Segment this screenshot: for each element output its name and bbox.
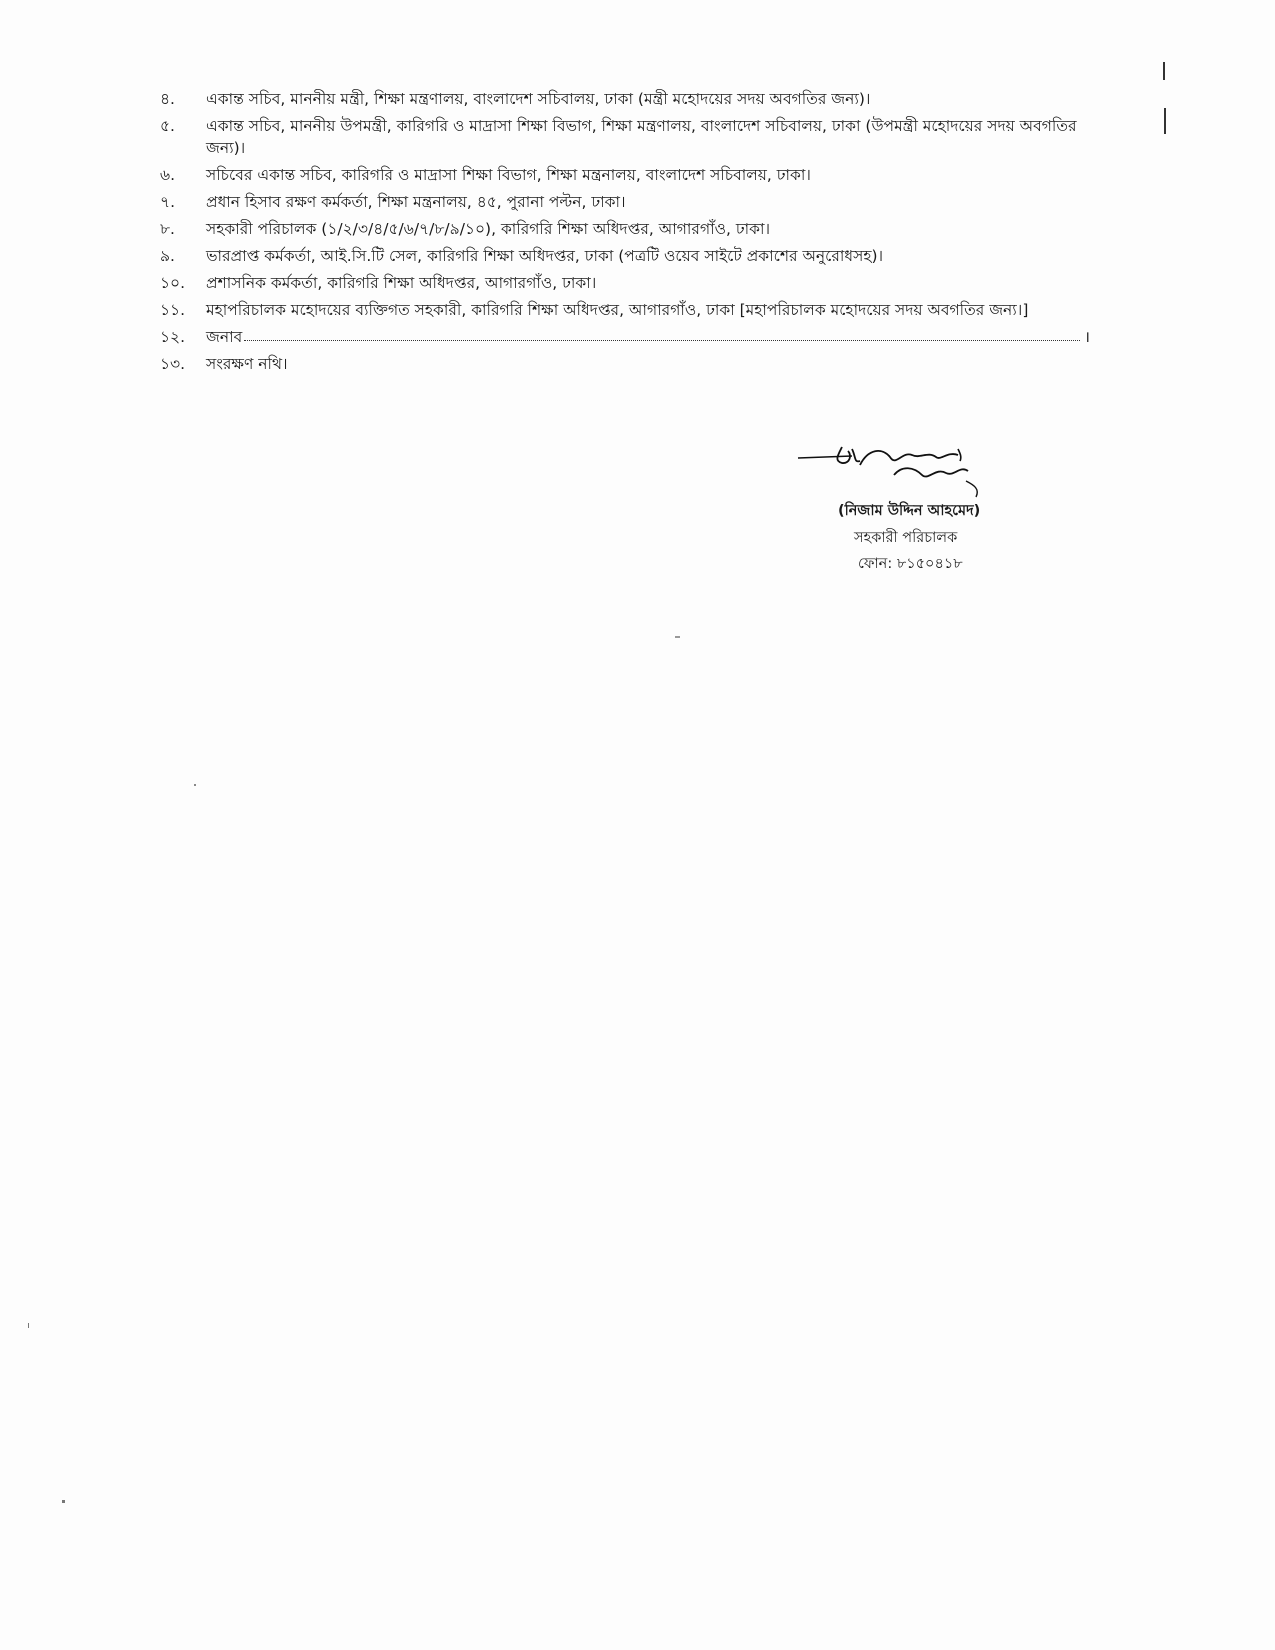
item-end-mark: । bbox=[1084, 328, 1090, 346]
item-number: ৭. bbox=[160, 193, 176, 211]
distribution-list bbox=[160, 88, 1090, 380]
item-text: একান্ত সচিব, মাননীয় উপমন্ত্রী, কারিগরি ও মাদ্রাসা শিক্ষা বিভাগ, শিক্ষা মন্ত্রণালয়, বাংলাদেশ সচিবালয়, ঢাকা (উপমন্ত্রী মহোদয়ের সদয় অবগতির জন্য)। bbox=[206, 117, 1077, 157]
item-text: একান্ত সচিব, মাননীয় মন্ত্রী, শিক্ষা মন্ত্রণালয়, বাংলাদেশ সচিবালয়, ঢাকা (মন্ত্রী মহোদয়ের সদয় অবগতির জন্য)। bbox=[206, 90, 871, 108]
scan-artifact bbox=[62, 1500, 65, 1503]
list-item bbox=[160, 191, 1090, 213]
item-number: ১২. bbox=[160, 328, 186, 346]
list-item-blank bbox=[160, 326, 1090, 348]
signatory-phone: ফোন: ৮১৫০৪১৮ bbox=[858, 556, 963, 572]
signature-block bbox=[790, 445, 1030, 575]
item-text: সহকারী পরিচালক (১/২/৩/৪/৫/৬/৭/৮/৯/১০), কারিগরি শিক্ষা অধিদপ্তর, আগারগাঁও, ঢাকা। bbox=[206, 220, 771, 238]
item-text: প্রধান হিসাব রক্ষণ কর্মকর্তা, শিক্ষা মন্ত্রনালয়, ৪৫, পুরানা পল্টন, ঢাকা। bbox=[206, 193, 626, 211]
list-item bbox=[160, 272, 1090, 294]
item-number: ১০. bbox=[160, 274, 186, 292]
item-number: ১৩. bbox=[160, 355, 186, 373]
list-item bbox=[160, 164, 1090, 186]
list-item bbox=[160, 299, 1090, 321]
item-number: ৪. bbox=[160, 90, 175, 108]
scan-artifact bbox=[675, 636, 680, 638]
list-item bbox=[160, 88, 1090, 110]
item-text: সচিবের একান্ত সচিব, কারিগরি ও মাদ্রাসা শিক্ষা বিভাগ, শিক্ষা মন্ত্রনালয়, বাংলাদেশ সচিবালয়, ঢাকা। bbox=[206, 166, 811, 184]
item-number: ৬. bbox=[160, 166, 176, 184]
scan-artifact bbox=[28, 1323, 29, 1328]
item-text: প্রশাসনিক কর্মকর্তা, কারিগরি শিক্ষা অধিদপ্তর, আগারগাঁও, ঢাকা। bbox=[206, 274, 597, 292]
signatory-title: সহকারী পরিচালক bbox=[854, 530, 958, 546]
signatory-name: (নিজাম উদ্দিন আহমেদ) bbox=[838, 503, 981, 519]
item-text: জনাব bbox=[206, 328, 243, 346]
list-item bbox=[160, 353, 1090, 375]
item-number: ১১. bbox=[160, 301, 186, 319]
list-item bbox=[160, 115, 1090, 159]
scan-artifact bbox=[1163, 62, 1165, 80]
item-number: ৮. bbox=[160, 220, 175, 238]
item-text: মহাপরিচালক মহোদয়ের ব্যক্তিগত সহকারী, কারিগরি শিক্ষা অধিদপ্তর, আগারগাঁও, ঢাকা [মহাপরিচালক মহোদয়ের সদয় অবগতির জন্য।] bbox=[206, 301, 1029, 319]
item-text: সংরক্ষণ নথি। bbox=[206, 355, 288, 373]
item-text: ভারপ্রাপ্ত কর্মকর্তা, আই.সি.টি সেল, কারিগরি শিক্ষা অধিদপ্তর, ঢাকা (পত্রটি ওয়েব সাইটে প্রকাশের অনুরোধসহ)। bbox=[206, 247, 884, 265]
scan-artifact bbox=[194, 784, 196, 786]
item-number: ৯. bbox=[160, 247, 175, 265]
list-item bbox=[160, 245, 1090, 267]
list-item bbox=[160, 218, 1090, 240]
item-number: ৫. bbox=[160, 117, 175, 135]
fill-in-dotted-line bbox=[244, 326, 1080, 341]
scan-artifact bbox=[1164, 108, 1166, 134]
